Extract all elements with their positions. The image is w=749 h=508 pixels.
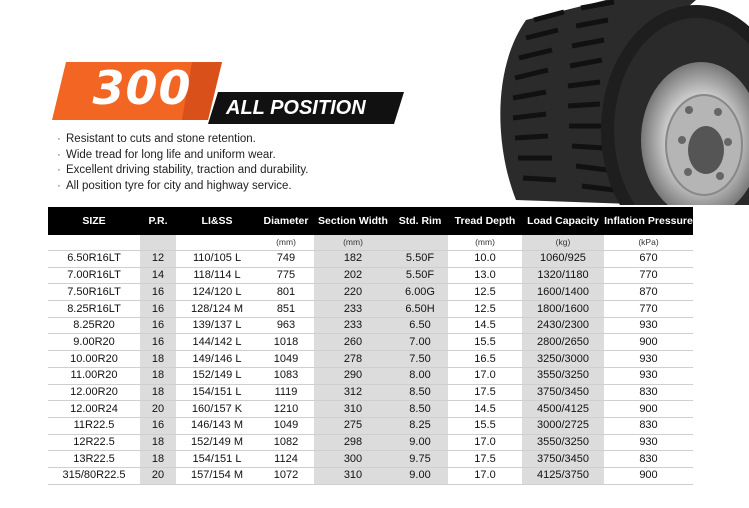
table-cell: 1083: [258, 367, 314, 384]
table-cell: 900: [604, 334, 693, 351]
unit-cell: (mm): [314, 235, 392, 251]
table-cell: 2800/2650: [522, 334, 604, 351]
bullet-icon: ·: [57, 179, 61, 192]
table-cell: 870: [604, 284, 693, 301]
table-cell: 4125/3750: [522, 467, 604, 484]
table-cell: 118/114 L: [176, 267, 258, 284]
table-cell: 16: [140, 317, 176, 334]
table-cell: 16.5: [448, 351, 522, 368]
unit-cell: [392, 235, 448, 251]
table-cell: 20: [140, 401, 176, 418]
table-cell: 1072: [258, 467, 314, 484]
table-cell: 16: [140, 301, 176, 318]
table-cell: 12R22.5: [48, 434, 140, 451]
table-cell: 9.00R20: [48, 334, 140, 351]
table-cell: 14.5: [448, 401, 522, 418]
table-cell: 12: [140, 251, 176, 268]
bullet-icon: ·: [57, 148, 61, 161]
table-cell: 18: [140, 384, 176, 401]
column-header: Tread Depth: [448, 207, 522, 235]
table-cell: 11R22.5: [48, 417, 140, 434]
table-cell: 15.5: [448, 334, 522, 351]
table-cell: 8.50: [392, 401, 448, 418]
table-cell: 278: [314, 351, 392, 368]
table-cell: 6.50H: [392, 301, 448, 318]
table-cell: 2430/2300: [522, 317, 604, 334]
table-row: [48, 284, 693, 301]
table-cell: 1049: [258, 417, 314, 434]
table-cell: 124/120 L: [176, 284, 258, 301]
table-row: [48, 301, 693, 318]
table-row: [48, 434, 693, 451]
table-cell: 157/154 M: [176, 467, 258, 484]
table-cell: 14: [140, 267, 176, 284]
table-cell: 154/151 L: [176, 451, 258, 468]
table-cell: 152/149 L: [176, 367, 258, 384]
table-cell: 11.00R20: [48, 367, 140, 384]
table-cell: 233: [314, 317, 392, 334]
table-cell: 749: [258, 251, 314, 268]
table-cell: 9.75: [392, 451, 448, 468]
table-cell: 1049: [258, 351, 314, 368]
table-cell: 16: [140, 334, 176, 351]
table-cell: 8.25R20: [48, 317, 140, 334]
column-header: Section Width: [314, 207, 392, 235]
table-cell: 13.0: [448, 267, 522, 284]
feature-item: · All position tyre for city and highway service.: [57, 179, 308, 195]
spec-table: [48, 207, 693, 485]
table-cell: 12.5: [448, 284, 522, 301]
table-row: [48, 267, 693, 284]
table-cell: 13R22.5: [48, 451, 140, 468]
table-cell: 233: [314, 301, 392, 318]
table-cell: 930: [604, 317, 693, 334]
table-cell: 1320/1180: [522, 267, 604, 284]
table-cell: 312: [314, 384, 392, 401]
table-cell: 18: [140, 351, 176, 368]
table-cell: 9.00: [392, 467, 448, 484]
table-cell: 770: [604, 267, 693, 284]
table-cell: 202: [314, 267, 392, 284]
table-cell: 830: [604, 384, 693, 401]
table-cell: 298: [314, 434, 392, 451]
table-cell: 220: [314, 284, 392, 301]
table-cell: 1800/1600: [522, 301, 604, 318]
tire-image: [486, 0, 749, 205]
bullet-icon: ·: [57, 133, 61, 145]
table-cell: 17.0: [448, 434, 522, 451]
table-row: [48, 451, 693, 468]
unit-cell: (kg): [522, 235, 604, 251]
table-cell: 154/151 L: [176, 384, 258, 401]
column-header: Load Capacity: [522, 207, 604, 235]
table-cell: 8.25: [392, 417, 448, 434]
unit-cell: (mm): [258, 235, 314, 251]
table-cell: 1124: [258, 451, 314, 468]
bullet-icon: ·: [57, 164, 61, 177]
table-cell: 3550/3250: [522, 367, 604, 384]
table-cell: 300: [314, 451, 392, 468]
table-row: [48, 317, 693, 334]
table-cell: 6.50: [392, 317, 448, 334]
unit-cell: (kPa): [604, 235, 693, 251]
table-cell: 851: [258, 301, 314, 318]
table-cell: 260: [314, 334, 392, 351]
table-cell: 963: [258, 317, 314, 334]
table-cell: 6.00G: [392, 284, 448, 301]
table-cell: 1018: [258, 334, 314, 351]
table-cell: 9.00: [392, 434, 448, 451]
table-cell: 110/105 L: [176, 251, 258, 268]
table-cell: 3000/2725: [522, 417, 604, 434]
column-header: Std. Rim: [392, 207, 448, 235]
table-cell: 12.00R24: [48, 401, 140, 418]
table-cell: 12.5: [448, 301, 522, 318]
table-row: [48, 367, 693, 384]
table-cell: 930: [604, 351, 693, 368]
table-cell: 1119: [258, 384, 314, 401]
table-cell: 801: [258, 284, 314, 301]
table-row: [48, 384, 693, 401]
table-cell: 4500/4125: [522, 401, 604, 418]
table-cell: 128/124 M: [176, 301, 258, 318]
feature-item: · Resistant to cuts and stone retention.: [57, 132, 308, 148]
table-body: [48, 235, 693, 484]
table-cell: 930: [604, 367, 693, 384]
table-cell: 830: [604, 451, 693, 468]
unit-cell: [140, 235, 176, 251]
table-cell: 10.00R20: [48, 351, 140, 368]
table-cell: 7.00R16LT: [48, 267, 140, 284]
table-header-row: [48, 207, 693, 235]
table-cell: 10.0: [448, 251, 522, 268]
table-cell: 8.50: [392, 384, 448, 401]
feature-item: · Excellent driving stability, traction and durability.: [57, 163, 308, 179]
unit-cell: [176, 235, 258, 251]
table-row: [48, 334, 693, 351]
table-cell: 16: [140, 284, 176, 301]
table-row: [48, 417, 693, 434]
table-cell: 144/142 L: [176, 334, 258, 351]
model-number: 300: [92, 61, 192, 115]
table-cell: 146/143 M: [176, 417, 258, 434]
table-cell: 1210: [258, 401, 314, 418]
table-cell: 6.50R16LT: [48, 251, 140, 268]
table-cell: 1082: [258, 434, 314, 451]
column-header: Diameter: [258, 207, 314, 235]
table-cell: 12.00R20: [48, 384, 140, 401]
table-cell: 139/137 L: [176, 317, 258, 334]
table-cell: 770: [604, 301, 693, 318]
table-cell: 3250/3000: [522, 351, 604, 368]
product-title: ALL POSITION: [226, 97, 366, 119]
table-cell: 900: [604, 467, 693, 484]
table-cell: 3550/3250: [522, 434, 604, 451]
table-cell: 3750/3450: [522, 384, 604, 401]
table-cell: 8.00: [392, 367, 448, 384]
table-cell: 18: [140, 367, 176, 384]
unit-cell: [48, 235, 140, 251]
table-cell: 17.5: [448, 451, 522, 468]
table-cell: 670: [604, 251, 693, 268]
table-cell: 5.50F: [392, 251, 448, 268]
table-cell: 18: [140, 434, 176, 451]
table-cell: 20: [140, 467, 176, 484]
feature-item: · Wide tread for long life and uniform wear.: [57, 148, 308, 164]
table-row: [48, 401, 693, 418]
table-cell: 830: [604, 417, 693, 434]
table-cell: 930: [604, 434, 693, 451]
table-cell: 149/146 L: [176, 351, 258, 368]
table-cell: 17.0: [448, 467, 522, 484]
table-row: [48, 351, 693, 368]
table-cell: 7.50: [392, 351, 448, 368]
table-cell: 3750/3450: [522, 451, 604, 468]
table-cell: 8.25R16LT: [48, 301, 140, 318]
table-cell: 16: [140, 417, 176, 434]
column-header: Inflation Pressure: [604, 207, 693, 235]
column-header: LI&SS: [176, 207, 258, 235]
table-cell: 152/149 M: [176, 434, 258, 451]
table-cell: 160/157 K: [176, 401, 258, 418]
table-cell: 315/80R22.5: [48, 467, 140, 484]
table-cell: 275: [314, 417, 392, 434]
units-row: [48, 235, 693, 251]
unit-cell: (mm): [448, 235, 522, 251]
table-cell: 17.0: [448, 367, 522, 384]
table-cell: 1060/925: [522, 251, 604, 268]
table-row: [48, 251, 693, 268]
table-row: [48, 467, 693, 484]
table-cell: 900: [604, 401, 693, 418]
feature-list: [57, 132, 308, 194]
table-cell: 5.50F: [392, 267, 448, 284]
table-cell: 18: [140, 451, 176, 468]
table-cell: 290: [314, 367, 392, 384]
column-header: SIZE: [48, 207, 140, 235]
table-cell: 310: [314, 401, 392, 418]
table-cell: 182: [314, 251, 392, 268]
table-cell: 7.00: [392, 334, 448, 351]
table-cell: 7.50R16LT: [48, 284, 140, 301]
table-cell: 17.5: [448, 384, 522, 401]
table-cell: 15.5: [448, 417, 522, 434]
table-cell: 310: [314, 467, 392, 484]
table-cell: 775: [258, 267, 314, 284]
table-cell: 1600/1400: [522, 284, 604, 301]
table-cell: 14.5: [448, 317, 522, 334]
column-header: P.R.: [140, 207, 176, 235]
